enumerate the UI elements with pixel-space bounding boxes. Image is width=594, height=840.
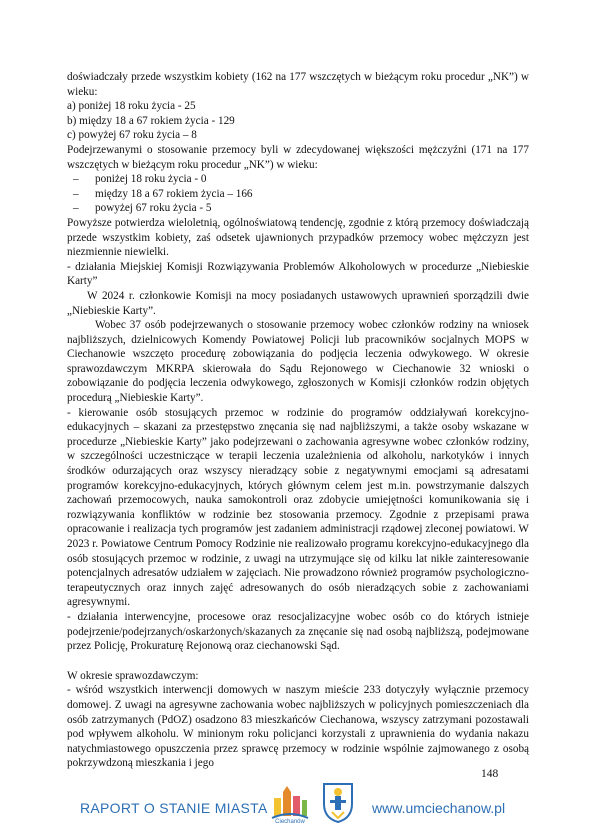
- coat-of-arms-icon: [320, 780, 356, 824]
- spacer: [67, 654, 529, 669]
- paragraph-period-heading: W okresie sprawozdawczym:: [67, 669, 199, 682]
- list-item-b: b) między 18 a 67 rokiem życia - 129: [67, 114, 235, 127]
- footer: [0, 780, 594, 830]
- paragraph-mkrpa-heading: - działania Miejskiej Komisji Rozwiązywania Problemów Alkoholowych w procedurze „Niebieskie Karty”: [67, 260, 529, 288]
- paragraph-intervention-actions: - działania interwencyjne, procesowe oraz resocjalizacyjne wobec osób co do których istnieje podejrzenie/podejrzanych/oskarżonych/skazanych za znęcanie się nad osobą najbliższą, podejmowane przez Policję, Prokuraturę Rejonową oraz ciechanowski Sąd.: [67, 610, 529, 653]
- paragraph-victims-women: doświadczały przede wszystkim kobiety (162 na 177 wszczętych w bieżącym roku procedur „NK”) w wieku:: [67, 71, 529, 98]
- dash-item-18-67: – między 18 a 67 rokiem życia – 166: [73, 187, 253, 200]
- list-item-a: a) poniżej 18 roku życia - 25: [67, 100, 196, 113]
- dash-item-over-67: – powyżej 67 roku życia - 5: [73, 202, 212, 215]
- dash-marker: –: [73, 173, 79, 186]
- paragraph-trend: Powyższe potwierdza wieloletnią, ogólnoświatową tendencję, zgodnie z którą przemocy doświadczają przede wszystkim kobiety, zaś odsetek ujawnionych przypadków przemocy wobec mężczyzn jest niezmiennie niewielki.: [67, 216, 529, 259]
- page-number: 148: [481, 768, 499, 780]
- city-logo-icon: [268, 780, 312, 824]
- city-logo-text: Ciechanów: [275, 819, 305, 824]
- dash-item-under-18: – poniżej 18 roku życia - 0: [73, 173, 207, 186]
- dash-marker: –: [73, 187, 79, 200]
- paragraph-perpetrators-men: Podejrzewanymi o stosowanie przemocy byli w zdecydowanej większości mężczyźni (171 na 177 wszczętych w bieżącym roku procedur „NK”) w wieku:: [67, 143, 529, 171]
- paragraph-treatment-procedure: Wobec 37 osób podejrzewanych o stosowanie przemocy wobec członków rodziny na wniosek najbliższych, dzielnicowych Komendy Powiatowej Policji lub pracowników socjalnych MOPS w Ciechanowie wszczęto procedurę zobowiązania do podjęcia leczenia odwykowego. W okresie sprawozdawczym MKRPA skierowała do Sądu Rejonowego w Ciechanowie 32 wnioski o zobowiązanie do podjęcia leczenia odwykowego, zgłoszonych w Komisji członków rodzin objętych procedurą „Niebieskie Karty”.: [67, 319, 529, 405]
- page-body: [67, 70, 529, 771]
- list-item-c: c) powyżej 67 roku życia – 8: [67, 129, 197, 142]
- paragraph-commission-cards: W 2024 r. członkowie Komisji na mocy posiadanych ustawowych uprawnień sporządzili dwie „Niebieskie Karty”.: [67, 289, 529, 317]
- paragraph-correction-programs: - kierowanie osób stosujących przemoc w rodzinie do programów oddziaływań korekcyjno-edukacyjnych – skazani za przestępstwo znęcania się nad najbliższymi, a także osoby wskazane w procedurze „Niebieskie Karty” jako podejrzewani o zachowania agresywne wobec członków rodziny, w szczególności uczestniczące w terapii leczenia uzależnienia od alkoholu, narkotyków i innych środków odurzających oraz wszyscy nieradzący sobie z negatywnymi emocjami są adresatami programów korekcyjno-edukacyjnych, których głównym celem jest m.in. powstrzymanie dalszych zachowań przemocowych, nauka samokontroli oraz zdobycie umiejętności komunikowania się i rozwiązywania konfliktów w rodzinie bez stosowania przemocy. Zgodnie z przepisami prawa opracowanie i realizacja tych programów jest zadaniem administracji rządowej zleconej powiatowi. W 2023 r. Powiatowe Centrum Pomocy Rodzinie nie realizowało programu korekcyjno-edukacyjnego dla osób stosujących przemoc w rodzinie, z uwagi na utrzymujące się od kilku lat nikłe zainteresowanie potencjalnych adresatów udziałem w zajęciach. Nie prowadzono również programów psychologiczno-terapeutycznych oraz innych zajęć adresowanych do osób nieradzących sobie z zachowaniami agresywnymi.: [67, 406, 529, 609]
- footer-website-link[interactable]: www.umciechanow.pl: [372, 800, 506, 816]
- paragraph-home-interventions: - wśród wszystkich interwencji domowych w naszym mieście 233 dotyczyły wyłącznie przemocy domowej. Z uwagi na agresywne zachowania wobec najbliższych w policyjnych pomieszczeniach dla osób zatrzymanych (PdOZ) osadzono 83 mieszkańców Ciechanowa, wszyscy zatrzymani pozostawali pod wpływem alkoholu. W minionym roku policjanci korzystali z uprawnienia do wydania nakazu natychmiastowego opuszczenia przez sprawcę przemocy w rodzinie wspólnie zajmowanego z osobą pokrzywdzoną mieszkania i jego: [67, 684, 529, 770]
- footer-report-title: RAPORT O STANIE MIASTA: [80, 800, 268, 816]
- dash-marker: –: [73, 202, 79, 215]
